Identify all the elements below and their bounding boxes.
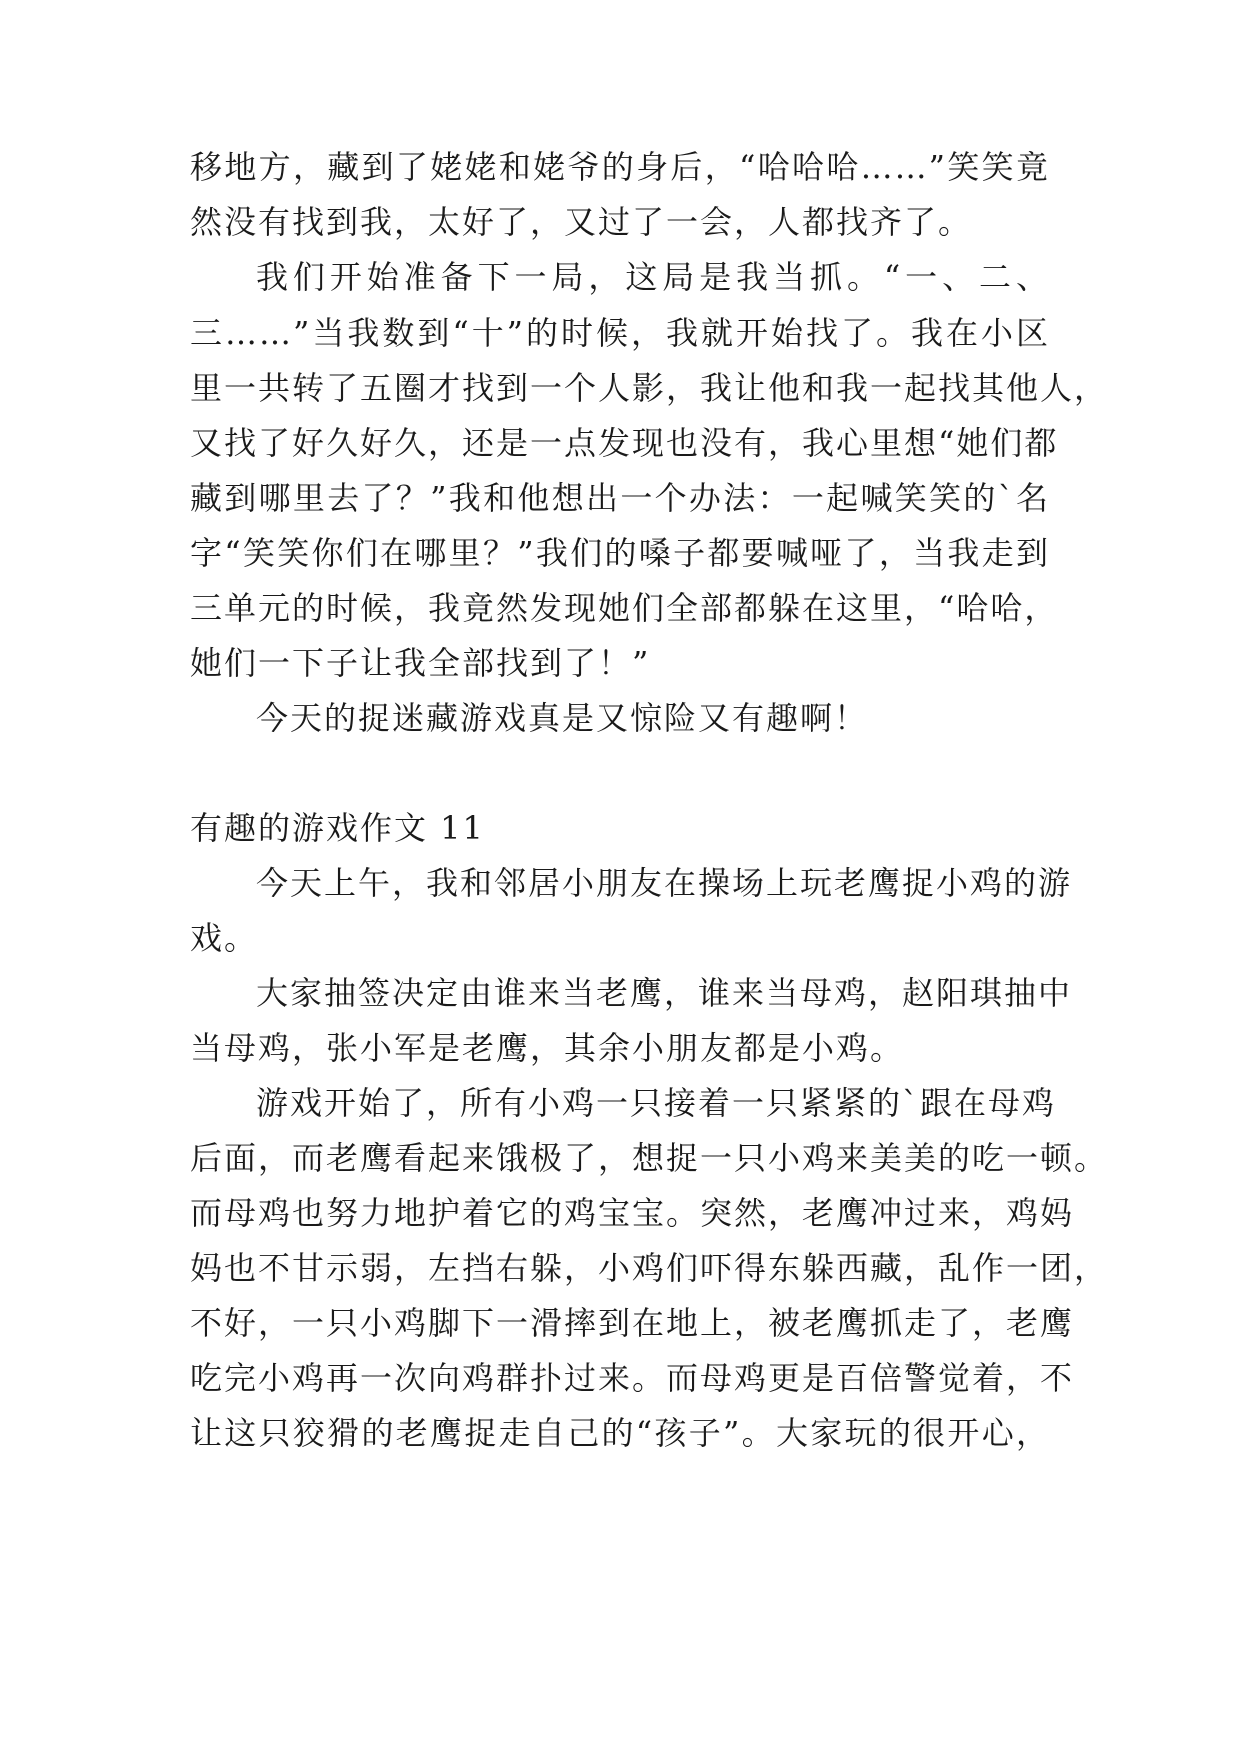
text-line: 移地方，藏到了姥姥和姥爷的身后，“哈哈哈……”笑笑竟	[190, 148, 1050, 186]
text-line: 今天上午，我和邻居小朋友在操场上玩老鹰捉小鸡的游	[256, 864, 1073, 902]
text-line: 大家抽签决定由谁来当老鹰，谁来当母鸡，赵阳琪抽中	[256, 974, 1073, 1012]
text-line: 她们一下子让我全部找到了！”	[190, 644, 651, 682]
text-line: 今天的捉迷藏游戏真是又惊险又有趣啊！	[256, 699, 869, 737]
text-line: 妈也不甘示弱，左挡右躲，小鸡们吓得东躲西藏，乱作一团，	[190, 1249, 1109, 1287]
text-line: 三单元的时候，我竟然发现她们全部都躲在这里，“哈哈，	[190, 589, 1059, 627]
text-line: 戏。	[190, 919, 259, 957]
text-line: 三……”当我数到“十”的时候，我就开始找了。我在小区	[190, 314, 1050, 352]
text-line: 后面，而老鹰看起来饿极了，想捉一只小鸡来美美的吃一顿。	[190, 1139, 1109, 1177]
text-line: 当母鸡，张小军是老鹰，其余小朋友都是小鸡。	[190, 1029, 905, 1067]
text-line: 吃完小鸡再一次向鸡群扑过来。而母鸡更是百倍警觉着，不	[190, 1359, 1075, 1397]
text-line: 我们开始准备下一局，这局是我当抓。“一、二、	[256, 258, 1050, 296]
text-line: 游戏开始了，所有小鸡一只接着一只紧紧的`跟在母鸡	[256, 1084, 1057, 1122]
text-line: 藏到哪里去了？”我和他想出一个办法：一起喊笑笑的`名	[190, 479, 1050, 517]
text-line: 又找了好久好久，还是一点发现也没有，我心里想“她们都	[190, 424, 1059, 462]
text-line: 不好，一只小鸡脚下一滑摔到在地上，被老鹰抓走了，老鹰	[190, 1304, 1075, 1342]
text-line: 然没有找到我，太好了，又过了一会，人都找齐了。	[190, 203, 973, 241]
section-title: 有趣的游戏作文 11	[190, 809, 485, 847]
text-line: 里一共转了五圈才找到一个人影，我让他和我一起找其他人，	[190, 369, 1109, 407]
text-line: 字“笑笑你们在哪里？”我们的嗓子都要喊哑了，当我走到	[190, 534, 1050, 572]
text-line: 而母鸡也努力地护着它的鸡宝宝。突然，老鹰冲过来，鸡妈	[190, 1194, 1075, 1232]
text-line: 让这只狡猾的老鹰捉走自己的“孩子”。大家玩的很开心，	[190, 1414, 1050, 1452]
